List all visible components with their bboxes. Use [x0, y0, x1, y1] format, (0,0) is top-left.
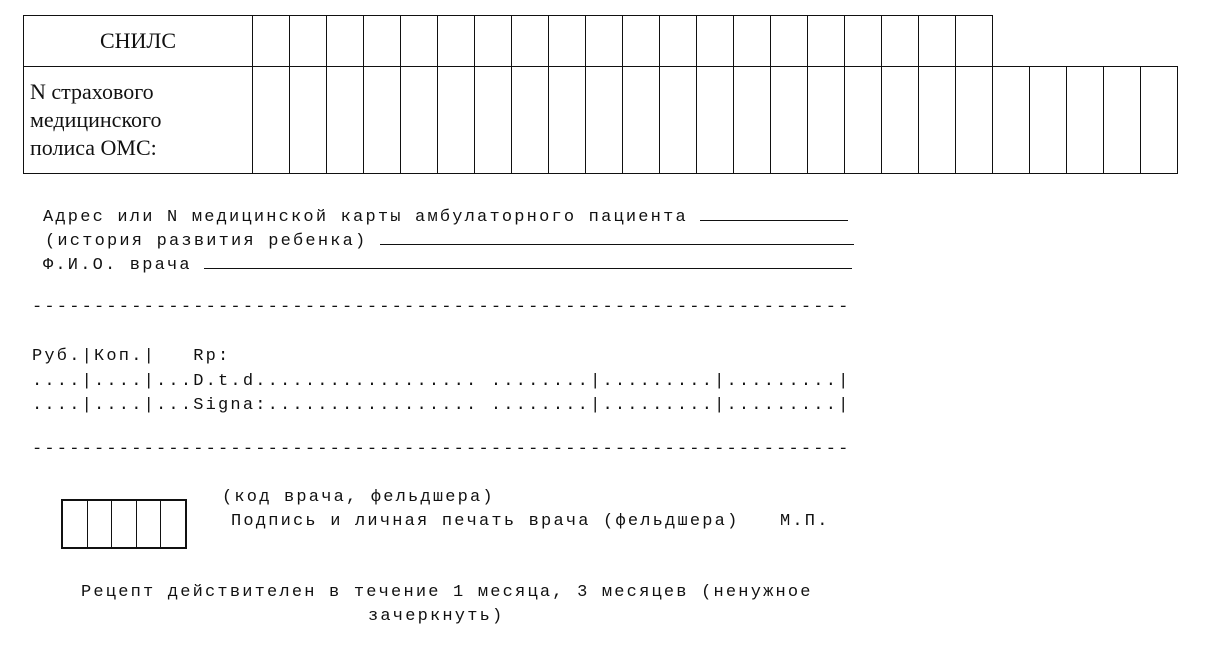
- oms-cell[interactable]: [475, 67, 512, 174]
- oms-cell[interactable]: [1141, 67, 1178, 174]
- oms-cell[interactable]: [1067, 67, 1104, 174]
- snils-cell[interactable]: [549, 16, 586, 67]
- oms-cell[interactable]: [845, 67, 882, 174]
- snils-cell[interactable]: [623, 16, 660, 67]
- snils-cell[interactable]: [438, 16, 475, 67]
- code-cell[interactable]: [63, 501, 88, 547]
- history-field: [45, 228, 854, 254]
- oms-cell[interactable]: [660, 67, 697, 174]
- snils-cell[interactable]: [327, 16, 364, 67]
- doctor-label: Ф.И.О. врача: [43, 256, 192, 275]
- snils-cell[interactable]: [882, 16, 919, 67]
- separator-bottom: ------------------------------------------------------------------: [32, 440, 851, 459]
- snils-cell[interactable]: [253, 16, 290, 67]
- oms-cell[interactable]: [919, 67, 956, 174]
- validity-line-2: зачеркнуть): [368, 607, 505, 626]
- signature-label: Подпись и личная печать врача (фельдшера): [231, 512, 740, 531]
- oms-cell[interactable]: [956, 67, 993, 174]
- stamp-label: М.П.: [780, 512, 830, 531]
- doctor-field: [43, 252, 852, 278]
- oms-label: [24, 67, 253, 174]
- code-cell[interactable]: [112, 501, 137, 547]
- code-cell[interactable]: [161, 501, 185, 547]
- address-input[interactable]: [700, 204, 848, 221]
- oms-cell[interactable]: [623, 67, 660, 174]
- doctor-code-boxes: [61, 499, 187, 549]
- snils-cell[interactable]: [586, 16, 623, 67]
- prescription-dtd-line: ....|....|...D.t.d.................. ........|.........|.........|: [32, 372, 851, 391]
- oms-cell[interactable]: [808, 67, 845, 174]
- snils-cell[interactable]: [660, 16, 697, 67]
- oms-cell[interactable]: [771, 67, 808, 174]
- oms-row: [24, 67, 1178, 174]
- snils-cell[interactable]: [401, 16, 438, 67]
- oms-label-line: N страхового: [30, 79, 154, 104]
- code-cell[interactable]: [88, 501, 113, 547]
- separator-top: ------------------------------------------------------------------: [32, 298, 851, 317]
- address-label: Адрес или N медицинской карты амбулаторного пациента: [43, 208, 688, 227]
- doctor-input[interactable]: [204, 252, 852, 269]
- identity-table: [23, 15, 1178, 174]
- oms-cell[interactable]: [993, 67, 1030, 174]
- oms-cell[interactable]: [512, 67, 549, 174]
- oms-cell[interactable]: [586, 67, 623, 174]
- oms-cell[interactable]: [1104, 67, 1141, 174]
- history-label: (история развития ребенка): [45, 232, 368, 251]
- oms-cell[interactable]: [253, 67, 290, 174]
- snils-cell[interactable]: [845, 16, 882, 67]
- snils-cell[interactable]: [290, 16, 327, 67]
- oms-cell[interactable]: [734, 67, 771, 174]
- snils-row: [24, 16, 1178, 67]
- oms-cell[interactable]: [549, 67, 586, 174]
- prescription-signa-line: ....|....|...Signa:................. ........|.........|.........|: [32, 396, 851, 415]
- snils-cell[interactable]: [956, 16, 993, 67]
- address-field: [43, 204, 848, 230]
- code-cell[interactable]: [137, 501, 162, 547]
- oms-label-line: медицинского: [30, 107, 162, 132]
- snils-cell[interactable]: [808, 16, 845, 67]
- oms-cell[interactable]: [364, 67, 401, 174]
- snils-cell[interactable]: [512, 16, 549, 67]
- snils-cell[interactable]: [919, 16, 956, 67]
- validity-line-1: Рецепт действителен в течение 1 месяца, 3 месяцев (ненужное: [81, 583, 813, 602]
- oms-cell[interactable]: [438, 67, 475, 174]
- oms-cell[interactable]: [290, 67, 327, 174]
- oms-cell[interactable]: [401, 67, 438, 174]
- oms-cell[interactable]: [697, 67, 734, 174]
- snils-cell[interactable]: [771, 16, 808, 67]
- oms-cell[interactable]: [327, 67, 364, 174]
- code-label: (код врача, фельдшера): [222, 488, 495, 507]
- snils-cell[interactable]: [364, 16, 401, 67]
- oms-cell[interactable]: [882, 67, 919, 174]
- snils-cell[interactable]: [475, 16, 512, 67]
- snils-label: СНИЛС: [24, 16, 253, 67]
- snils-cell[interactable]: [697, 16, 734, 67]
- oms-cell[interactable]: [1030, 67, 1067, 174]
- history-input[interactable]: [380, 228, 854, 245]
- prescription-header: Руб.|Коп.| Rp:: [32, 347, 231, 366]
- oms-label-line: полиса ОМС:: [30, 135, 157, 160]
- snils-cell[interactable]: [734, 16, 771, 67]
